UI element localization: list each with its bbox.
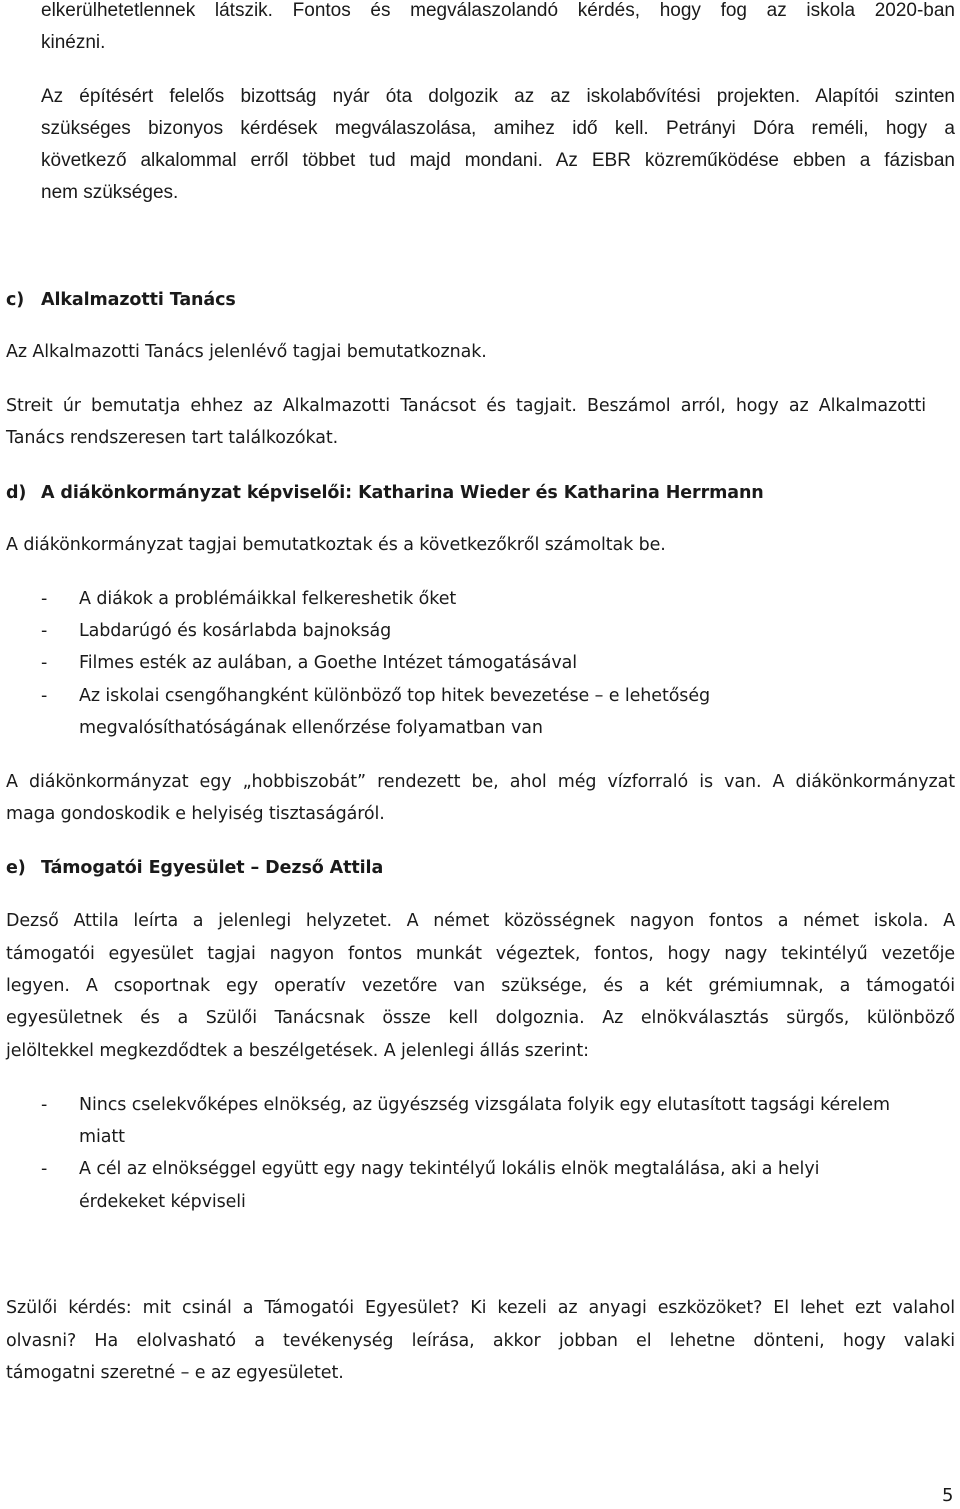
section-c-paragraph-2-line-1: Streit úr bemutatja ehhez az Alkalmazotti Tanácsot és tagjait. Beszámol arról, hogy az Alkalmazotti bbox=[6, 396, 926, 416]
intro-line-4: szükséges bizonyos kérdések megválaszolása, amihez idő kell. Petrányi Dóra reméli, hogy a bbox=[41, 118, 955, 139]
section-e-paragraph-1-line: legyen. A csoportnak egy operatív vezetőre van szüksége, és a két grémiumnak, a támogatói bbox=[6, 976, 955, 996]
list-item: A cél az elnökséggel együtt egy nagy tekintélyű lokális elnök megtalálása, aki a helyi bbox=[79, 1159, 820, 1179]
list-item-continuation: megvalósíthatóságának ellenőrzése folyamatban van bbox=[79, 718, 543, 738]
section-d-paragraph-2-line-1: A diákönkormányzat egy „hobbiszobát” rendezett be, ahol még vízforraló is van. A diákönkormányzat bbox=[6, 772, 955, 792]
section-d-paragraph-1: A diákönkormányzat tagjai bemutatkoztak és a következőkről számoltak be. bbox=[6, 535, 666, 555]
list-bullet: - bbox=[41, 686, 48, 706]
section-e-paragraph-2-line: támogatni szeretné – e az egyesületet. bbox=[6, 1363, 344, 1383]
section-c-paragraph-1: Az Alkalmazotti Tanács jelenlévő tagjai bemutatkoznak. bbox=[6, 342, 487, 362]
section-e-title: Támogatói Egyesület – Dezső Attila bbox=[41, 858, 384, 878]
section-d-title: A diákönkormányzat képviselői: Katharina Wieder és Katharina Herrmann bbox=[41, 483, 764, 503]
list-item-continuation: érdekeket képviseli bbox=[79, 1192, 246, 1212]
intro-line-1: elkerülhetetlennek látszik. Fontos és megválaszolandó kérdés, hogy fog az iskola 2020-ban bbox=[41, 0, 955, 21]
section-e-marker: e) bbox=[6, 858, 26, 878]
list-bullet: - bbox=[41, 621, 48, 641]
section-e-paragraph-1-line: egyesületnek és a Szülői Tanácsnak össze kell dolgoznia. Az elnökválasztás sürgős, különböző bbox=[6, 1008, 955, 1028]
section-e-paragraph-1-line: Dezső Attila leírta a jelenlegi helyzetet. A német közösségnek nagyon fontos a német iskola. A bbox=[6, 911, 955, 931]
section-d-paragraph-2-line-2: maga gondoskodik e helyiség tisztaságáról. bbox=[6, 804, 385, 824]
list-item: Labdarúgó és kosárlabda bajnokság bbox=[79, 621, 392, 641]
list-item: Az iskolai csengőhangként különböző top hitek bevezetése – e lehetőség bbox=[79, 686, 710, 706]
intro-line-2: kinézni. bbox=[41, 32, 106, 53]
section-d-marker: d) bbox=[6, 483, 27, 503]
intro-line-6: nem szükséges. bbox=[41, 182, 179, 203]
intro-line-5: következő alkalommal erről többet tud majd mondani. Az EBR közreműködése ebben a fázisban bbox=[41, 150, 955, 171]
section-c-title: Alkalmazotti Tanács bbox=[41, 290, 236, 310]
page-number: 5 bbox=[942, 1485, 954, 1506]
list-bullet: - bbox=[41, 1159, 48, 1179]
list-bullet: - bbox=[41, 1095, 48, 1115]
list-item: A diákok a problémáikkal felkereshetik őket bbox=[79, 589, 457, 609]
list-item-continuation: miatt bbox=[79, 1127, 125, 1147]
list-item: Nincs cselekvőképes elnökség, az ügyészség vizsgálata folyik egy elutasított tagsági kérelem bbox=[79, 1095, 890, 1115]
section-e-paragraph-2-line: Szülői kérdés: mit csinál a Támogatói Egyesület? Ki kezeli az anyagi eszközöket? El lehet ezt valahol bbox=[6, 1298, 955, 1318]
section-c-paragraph-2-line-2: Tanács rendszeresen tart találkozókat. bbox=[6, 428, 339, 448]
section-e-paragraph-1-line: támogatói egyesület tagjai nagyon fontos munkát végeztek, fontos, hogy nagy tekintélyű vezetője bbox=[6, 944, 955, 964]
section-e-paragraph-2-line: olvasni? Ha elolvasható a tevékenység leírása, akkor jobban el lehetne dönteni, hogy valaki bbox=[6, 1331, 955, 1351]
section-c-marker: c) bbox=[6, 290, 25, 310]
list-bullet: - bbox=[41, 653, 48, 673]
list-bullet: - bbox=[41, 589, 48, 609]
list-item: Filmes esték az aulában, a Goethe Intézet támogatásával bbox=[79, 653, 578, 673]
intro-line-3: Az építésért felelős bizottság nyár óta dolgozik az az iskolabővítési projekten. Alapítói szinten bbox=[41, 86, 955, 107]
section-e-paragraph-1-line: jelöltekkel megkezdődtek a beszélgetések. A jelenlegi állás szerint: bbox=[6, 1041, 589, 1061]
